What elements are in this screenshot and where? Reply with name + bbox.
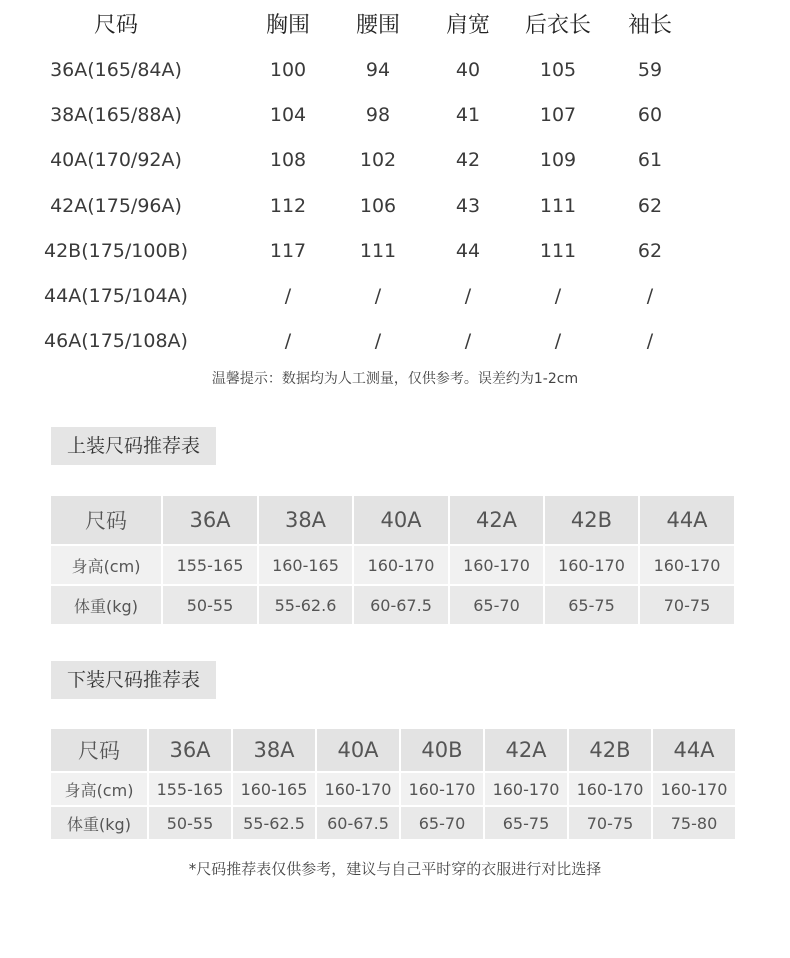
header-size: 尺码 (93, 13, 138, 38)
waist-cell: 106 (359, 195, 397, 217)
weight-cell: 65-75 (545, 584, 638, 624)
height-cell: 160-170 (569, 771, 651, 805)
table-row (0, 50, 790, 90)
row-label: 体重(kg) (51, 805, 147, 839)
size-cell: 40A (354, 496, 448, 544)
height-cell: 160-170 (640, 544, 734, 584)
table-row (0, 95, 790, 135)
height-cell: 160-170 (653, 771, 735, 805)
waist-cell: / (374, 330, 382, 352)
shoulder-cell: 44 (455, 240, 481, 262)
size-cell: 38A (259, 496, 352, 544)
waist-cell: 111 (359, 240, 397, 262)
shoulder-cell: / (464, 285, 472, 307)
bottom-recommendation-label: 下装尺码推荐表 (51, 661, 216, 699)
row-label: 身高(cm) (51, 771, 147, 805)
back-length-cell: 105 (539, 59, 577, 81)
height-cell: 160-170 (545, 544, 638, 584)
back-length-cell: 111 (539, 240, 577, 262)
sleeve-cell: 62 (637, 240, 663, 262)
shoulder-cell: / (464, 330, 472, 352)
shoulder-cell: 42 (455, 149, 481, 171)
height-cell: 160-170 (401, 771, 483, 805)
back-length-cell: 109 (539, 149, 577, 171)
height-cell: 160-170 (354, 544, 448, 584)
header-back-length: 后衣长 (524, 13, 591, 38)
table-row (0, 321, 790, 361)
size-chart-header-row (0, 6, 790, 46)
size-cell: 44A (640, 496, 734, 544)
header-sleeve: 袖长 (627, 13, 672, 38)
bottom-recommendation-table (49, 729, 737, 839)
table-row (0, 231, 790, 271)
header-chest: 胸围 (265, 13, 310, 38)
size-cell: 38A (233, 729, 315, 771)
weight-cell: 75-80 (653, 805, 735, 839)
waist-cell: 94 (365, 59, 391, 81)
size-cell: 42B (545, 496, 638, 544)
top-recommendation-label: 上装尺码推荐表 (51, 427, 216, 465)
waist-cell: 98 (365, 104, 391, 126)
size-cell: 42A (485, 729, 567, 771)
height-cell: 160-170 (450, 544, 543, 584)
size-cell: 40A(170/92A) (50, 149, 182, 171)
header-shoulder: 肩宽 (445, 13, 490, 38)
table-row (51, 496, 734, 544)
table-row (51, 584, 734, 624)
size-cell: 40A (317, 729, 399, 771)
table-row (0, 140, 790, 180)
size-cell: 40B (401, 729, 483, 771)
sleeve-cell: 62 (637, 195, 663, 217)
size-cell: 36A(165/84A) (50, 59, 182, 81)
waist-cell: 102 (359, 149, 397, 171)
size-cell: 36A (163, 496, 257, 544)
height-cell: 160-170 (317, 771, 399, 805)
back-length-cell: / (554, 285, 562, 307)
sleeve-cell: 60 (637, 104, 663, 126)
back-length-cell: / (554, 330, 562, 352)
chest-cell: 104 (269, 104, 307, 126)
weight-cell: 60-67.5 (354, 584, 448, 624)
size-cell: 44A(175/104A) (44, 285, 188, 307)
row-label: 尺码 (51, 729, 147, 771)
chest-cell: 100 (269, 59, 307, 81)
row-label: 体重(kg) (51, 584, 161, 624)
size-cell: 36A (149, 729, 231, 771)
weight-cell: 60-67.5 (317, 805, 399, 839)
weight-cell: 70-75 (569, 805, 651, 839)
sleeve-cell: 61 (637, 149, 663, 171)
size-cell: 42B(175/100B) (43, 240, 188, 262)
chest-cell: / (284, 285, 292, 307)
back-length-cell: 107 (539, 104, 577, 126)
sleeve-cell: / (646, 330, 654, 352)
size-cell: 42B (569, 729, 651, 771)
top-recommendation-table (49, 496, 736, 624)
table-row (51, 805, 735, 839)
size-cell: 38A(165/88A) (50, 104, 182, 126)
table-row (0, 276, 790, 316)
height-cell: 155-165 (163, 544, 257, 584)
waist-cell: / (374, 285, 382, 307)
table-row (0, 186, 790, 226)
size-cell: 44A (653, 729, 735, 771)
weight-cell: 65-75 (485, 805, 567, 839)
size-cell: 42A(175/96A) (50, 195, 182, 217)
chest-cell: 117 (269, 240, 307, 262)
height-cell: 155-165 (149, 771, 231, 805)
shoulder-cell: 41 (455, 104, 481, 126)
shoulder-cell: 43 (455, 195, 481, 217)
weight-cell: 70-75 (640, 584, 734, 624)
weight-cell: 50-55 (149, 805, 231, 839)
table-row (51, 544, 734, 584)
row-label: 身高(cm) (51, 544, 161, 584)
measurement-note: 温馨提示：数据均为人工测量，仅供参考。误差约为1-2cm (211, 371, 579, 387)
weight-cell: 55-62.6 (259, 584, 352, 624)
chest-cell: 112 (269, 195, 307, 217)
weight-cell: 65-70 (450, 584, 543, 624)
weight-cell: 65-70 (401, 805, 483, 839)
table-row (51, 729, 735, 771)
chest-cell: 108 (269, 149, 307, 171)
shoulder-cell: 40 (455, 59, 481, 81)
row-label: 尺码 (51, 496, 161, 544)
sleeve-cell: 59 (637, 59, 663, 81)
header-waist: 腰围 (355, 13, 400, 38)
table-row (51, 771, 735, 805)
back-length-cell: 111 (539, 195, 577, 217)
weight-cell: 55-62.5 (233, 805, 315, 839)
size-cell: 46A(175/108A) (44, 330, 188, 352)
sleeve-cell: / (646, 285, 654, 307)
height-cell: 160-165 (233, 771, 315, 805)
weight-cell: 50-55 (163, 584, 257, 624)
chest-cell: / (284, 330, 292, 352)
disclaimer-note: *尺码推荐表仅供参考，建议与自己平时穿的衣服进行对比选择 (188, 860, 602, 878)
size-cell: 42A (450, 496, 543, 544)
height-cell: 160-165 (259, 544, 352, 584)
height-cell: 160-170 (485, 771, 567, 805)
